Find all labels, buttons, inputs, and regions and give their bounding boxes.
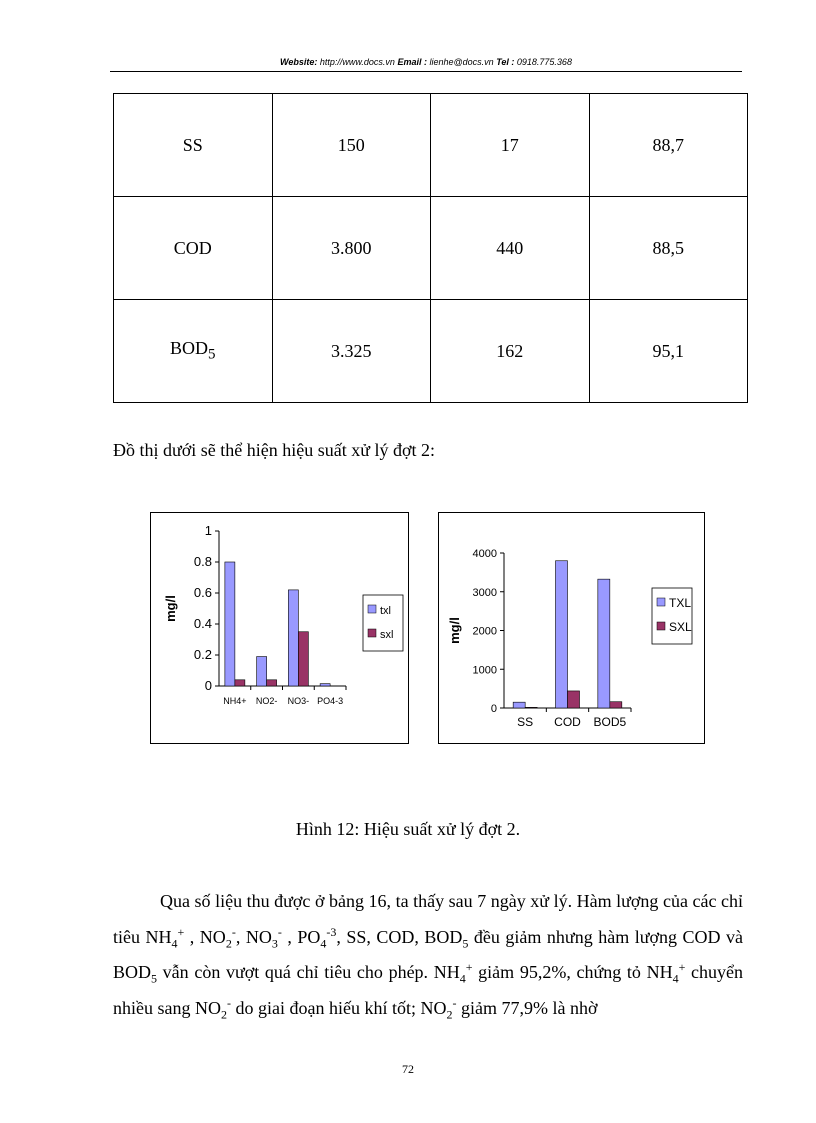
y-tick-label: 0 bbox=[490, 703, 497, 715]
email-address[interactable]: lienhe@docs.vn bbox=[429, 57, 494, 67]
y-tick-label: 0.2 bbox=[193, 647, 212, 662]
y-axis-label: mg/l bbox=[163, 595, 178, 622]
chart-nutrients bbox=[150, 512, 409, 744]
bar-sxl bbox=[267, 680, 277, 686]
chart-organics-svg bbox=[439, 513, 704, 743]
after-cell: 162 bbox=[431, 300, 590, 403]
header-divider bbox=[110, 71, 742, 72]
bar-sxl bbox=[568, 691, 580, 708]
email-label: Email : bbox=[397, 57, 427, 67]
after-cell: 440 bbox=[431, 197, 590, 300]
y-tick-label: 1 bbox=[204, 523, 212, 538]
y-tick-label: 3000 bbox=[472, 586, 497, 599]
after-cell: 17 bbox=[431, 94, 590, 197]
bar-txl bbox=[288, 590, 298, 686]
website-url[interactable]: http://www.docs.vn bbox=[319, 57, 395, 67]
legend-swatch bbox=[368, 605, 376, 613]
bar-sxl bbox=[610, 702, 622, 708]
param-cell bbox=[114, 300, 273, 403]
legend-box bbox=[363, 595, 403, 651]
bar-txl bbox=[513, 702, 525, 708]
legend-swatch bbox=[657, 622, 665, 630]
x-tick-label: SS bbox=[517, 715, 534, 729]
tel-label: Tel : bbox=[496, 57, 515, 67]
table-row bbox=[114, 94, 748, 197]
legend-label: sxl bbox=[380, 629, 394, 641]
table-row bbox=[114, 197, 748, 300]
bar-txl bbox=[225, 562, 235, 686]
param-name: BOD bbox=[169, 338, 208, 359]
results-table bbox=[113, 93, 748, 403]
bar-txl bbox=[556, 561, 568, 708]
param-cell: COD bbox=[114, 197, 273, 300]
x-tick-label: COD bbox=[554, 715, 581, 729]
y-tick-label: 0.4 bbox=[193, 616, 212, 631]
x-tick-label: NH4+ bbox=[223, 696, 247, 706]
legend-label: TXL bbox=[669, 596, 692, 610]
chart-organics bbox=[438, 512, 705, 744]
x-tick-label: BOD5 bbox=[593, 715, 627, 729]
before-cell: 3.325 bbox=[272, 300, 431, 403]
legend-label: SXL bbox=[669, 620, 692, 634]
bar-sxl bbox=[235, 680, 245, 686]
efficiency-cell: 88,5 bbox=[589, 197, 748, 300]
legend-swatch bbox=[657, 598, 665, 606]
param-cell: SS bbox=[114, 94, 273, 197]
bar-sxl bbox=[298, 632, 308, 686]
y-axis-label: mg/l bbox=[447, 617, 462, 644]
bar-sxl bbox=[525, 707, 537, 708]
x-tick-label: PO4-3 bbox=[317, 696, 344, 706]
legend-label: txl bbox=[380, 605, 391, 617]
tel-number: 0918.775.368 bbox=[516, 57, 572, 67]
figure-caption: Hình 12: Hiệu suất xử lý đợt 2. bbox=[295, 819, 521, 839]
y-tick-label: 0 bbox=[204, 678, 212, 693]
chart-nutrients-svg bbox=[151, 513, 408, 743]
before-cell: 3.800 bbox=[272, 197, 431, 300]
y-tick-label: 2000 bbox=[472, 625, 497, 638]
body-paragraph: Qua số liệu thu được ở bảng 16, ta thấy sau 7 ngày xử lý. Hàm lượng của các chỉ tiêu $NH_4^+$ , $NO_2^-$, $NO_3^-$ , $PO_4^{-3}$, SS, COD, $BOD_5$ đều giảm nhưng hàm lượng COD và $BOD_5$ vẫn còn vượt quá chỉ tiêu cho phép. $NH_4^+$ giảm 95,2%, chứng tỏ $NH_4^+$ chuyển nhiều sang $NO_2^-$ do giai đoạn hiếu khí tốt; $NO_2^-$ giảm 77,9% là nhờ bbox=[113, 891, 744, 1022]
page-number: 72 bbox=[402, 1062, 414, 1076]
page-header bbox=[110, 57, 742, 67]
efficiency-cell: 95,1 bbox=[589, 300, 748, 403]
x-tick-label: NO3- bbox=[287, 696, 310, 706]
bar-txl bbox=[257, 657, 267, 686]
before-cell: 150 bbox=[272, 94, 431, 197]
y-tick-label: 4000 bbox=[472, 548, 497, 560]
x-tick-label: NO2- bbox=[255, 696, 278, 706]
bar-txl bbox=[320, 684, 330, 686]
intro-text: Đồ thị dưới sẽ thể hiện hiệu suất xử lý đợt 2: bbox=[113, 440, 436, 460]
website-label: Website: bbox=[280, 57, 318, 67]
y-tick-label: 0.6 bbox=[193, 585, 212, 600]
y-tick-label: 0.8 bbox=[193, 554, 212, 569]
table-row bbox=[114, 300, 748, 403]
bar-txl bbox=[598, 579, 610, 708]
legend-swatch bbox=[368, 629, 376, 637]
param-subscript: 5 bbox=[208, 346, 216, 363]
efficiency-cell: 88,7 bbox=[589, 94, 748, 197]
y-tick-label: 1000 bbox=[472, 664, 497, 677]
